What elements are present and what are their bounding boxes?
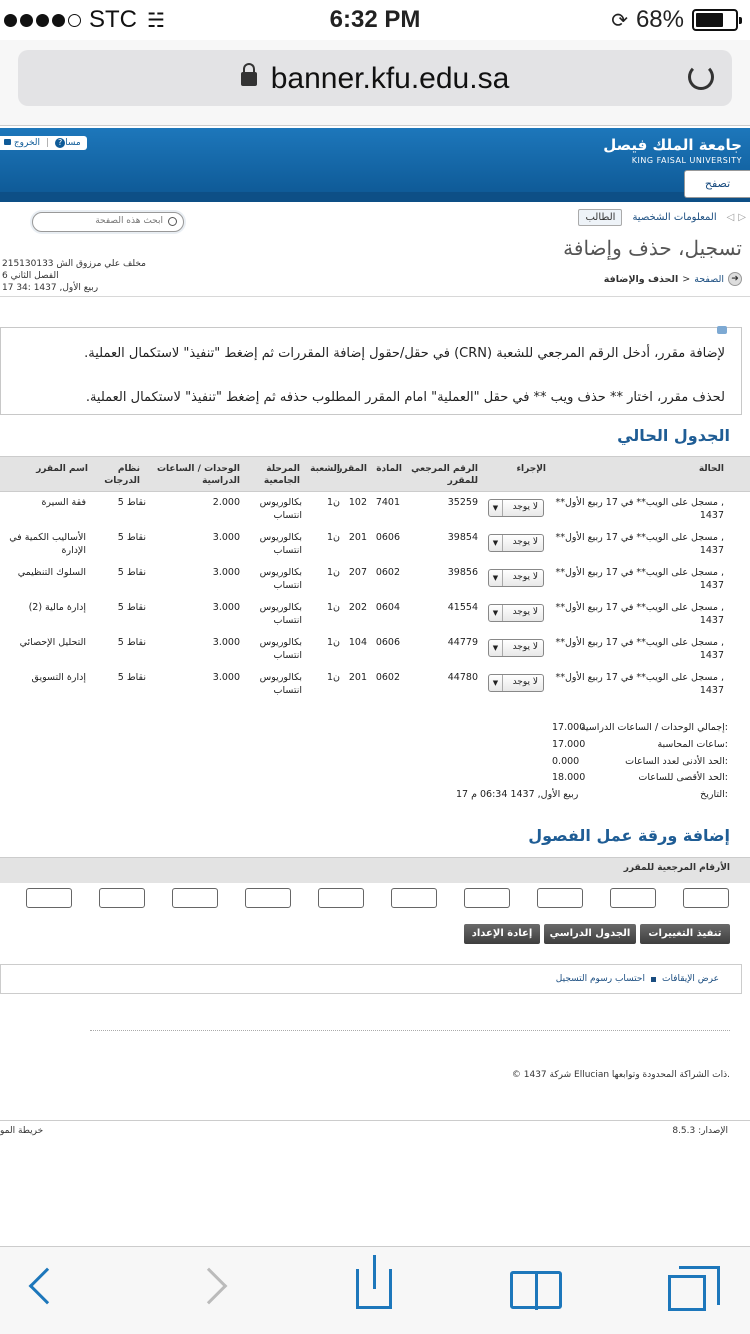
cell-level: بكالوريوس انتساب: [259, 672, 302, 696]
th-status: الحالة: [698, 464, 724, 474]
class-schedule-button[interactable]: الجدول الدراسي: [544, 924, 636, 944]
cell-crn: 44780: [447, 672, 478, 683]
action-select[interactable]: ▼ لا يوجد: [488, 569, 544, 587]
user-info: [2, 258, 146, 294]
chevron-down-icon: ▼: [489, 500, 503, 516]
cell-course: 207: [348, 567, 367, 578]
help-link[interactable]: ? مسا: [55, 138, 81, 148]
url-bar[interactable]: [18, 50, 732, 106]
summary-label: الحد الأدنى لعدد الساعات:: [625, 756, 728, 767]
university-logo-ar[interactable]: جامعة الملك فيصل: [603, 136, 742, 154]
cell-section: ن1: [326, 637, 340, 648]
cell-title: السلوك التنظيمي: [17, 567, 86, 578]
cell-crn: 39854: [447, 532, 478, 543]
summary-value: 0.000: [552, 756, 580, 767]
chevron-down-icon: ▼: [489, 675, 503, 691]
cell-credits: 3.000: [212, 532, 240, 543]
crn-input[interactable]: [26, 888, 72, 908]
cell-grade-mode: نقاط 5: [117, 532, 146, 543]
top-links: الخروج | ? مسا: [0, 136, 87, 150]
cell-subject: 0604: [375, 602, 400, 613]
th-credits: الوحدات / الساعات الدراسية: [156, 464, 240, 486]
user-term: الفصل الثاني 6: [2, 271, 59, 281]
cell-crn: 44779: [447, 637, 478, 648]
cell-credits: 3.000: [212, 567, 240, 578]
info-icon: [717, 326, 727, 334]
user-date: 17 ربيع الأول, 1437 :34: [2, 283, 99, 293]
submit-changes-button[interactable]: تنفيذ التغييرات: [640, 924, 730, 944]
status-bar: [0, 0, 750, 40]
info-box: [0, 327, 742, 415]
cell-status: **مسجل على الويب** في 17 ربيع الأول , 1437: [555, 637, 724, 661]
user-id-name: 215130133 مخلف علي مرزوق الش: [2, 259, 146, 269]
cell-subject: 7401: [375, 497, 400, 508]
th-section: الشعبة: [310, 464, 340, 474]
action-select[interactable]: ▼ لا يوجد: [488, 534, 544, 552]
logout-link[interactable]: الخروج: [2, 138, 40, 148]
crn-input[interactable]: [318, 888, 364, 908]
action-select[interactable]: ▼ لا يوجد: [488, 499, 544, 517]
cell-crn: 39856: [447, 567, 478, 578]
table-header: [0, 456, 750, 492]
chevron-down-icon: ▼: [489, 535, 503, 551]
cell-crn: 35259: [447, 497, 478, 508]
holds-link[interactable]: عرض الإيقافات: [661, 974, 719, 984]
cell-status: **مسجل على الويب** في 17 ربيع الأول , 1437: [555, 532, 724, 556]
cell-section: ن1: [326, 567, 340, 578]
cell-level: بكالوريوس انتساب: [259, 532, 302, 556]
cell-level: بكالوريوس انتساب: [259, 567, 302, 591]
tab-student[interactable]: الطالب: [578, 209, 622, 226]
search-input[interactable]: [41, 216, 163, 226]
cell-level: بكالوريوس انتساب: [259, 602, 302, 626]
cell-credits: 3.000: [212, 672, 240, 683]
worksheet-title: إضافة ورقة عمل الفصول: [528, 826, 730, 845]
cell-section: ن1: [326, 602, 340, 613]
links-box: [0, 964, 742, 994]
crn-input[interactable]: [464, 888, 510, 908]
cell-section: ن1: [326, 672, 340, 683]
cell-status: **مسجل على الويب** في 17 ربيع الأول , 1437: [555, 602, 724, 626]
summary-value: 17 ربيع الأول, 1437 06:34 م: [456, 789, 579, 800]
summary-label: الحد الأقصى للساعات:: [638, 772, 728, 783]
cell-status: **مسجل على الويب** في 17 ربيع الأول , 1437: [555, 497, 724, 521]
clock: 6:32 PM: [329, 6, 421, 33]
summary-label: التاريخ:: [700, 789, 728, 800]
cell-title: إدارة مالية (2): [28, 602, 86, 613]
copyright: © 1437 شركة Ellucian ذات الشراكة المحدودة وتوابعها.: [511, 1070, 730, 1080]
summary-value: 18.000: [552, 772, 586, 783]
summary-value: 17.000: [552, 722, 586, 733]
cell-course: 102: [348, 497, 367, 508]
info-drop: لحذف مقرر، اختار ** حذف ويب ** في حقل "العملية" امام المقرر المطلوب حذفه ثم إضغط "تنفيذ" لاستكمال العملية.: [85, 390, 725, 405]
th-crn: الرقم المرجعي للمقرر: [411, 464, 478, 486]
lock-icon: [4, 139, 11, 145]
browse-tab[interactable]: تصفح: [684, 170, 750, 198]
tab-scroll-left-icon[interactable]: ◁: [726, 211, 735, 223]
th-subject: المادة: [376, 464, 402, 474]
cell-grade-mode: نقاط 5: [117, 637, 146, 648]
worksheet-header: [0, 857, 750, 883]
version: الإصدار: 8.5.3: [672, 1126, 728, 1136]
divider: [0, 296, 750, 297]
cell-course: 104: [348, 637, 367, 648]
battery-percent: 68%: [635, 6, 684, 33]
summary-label: ساعات المحاسبة:: [657, 739, 728, 750]
help-icon: ?: [55, 138, 65, 148]
th-crn-inputs: الأرقام المرجعية للمقرر: [623, 863, 730, 873]
summary-value: 17.000: [552, 739, 586, 750]
reload-icon[interactable]: [688, 64, 714, 90]
crn-input[interactable]: [391, 888, 437, 908]
breadcrumb-separator: >: [682, 273, 691, 285]
arrow-right-icon: ➜: [728, 272, 742, 286]
current-schedule-title: الجدول الحالي: [617, 426, 730, 445]
cell-credits: 3.000: [212, 602, 240, 613]
action-select[interactable]: ▼ لا يوجد: [488, 639, 544, 657]
chevron-down-icon: ▼: [489, 605, 503, 621]
bookmarks-icon[interactable]: [510, 1271, 562, 1309]
cell-grade-mode: نقاط 5: [117, 672, 146, 683]
th-grade-mode: نظام الدرجات: [104, 464, 140, 486]
cell-subject: 0602: [375, 672, 400, 683]
browser-url-area: [0, 40, 750, 126]
cell-status: **مسجل على الويب** في 17 ربيع الأول , 1437: [555, 567, 724, 591]
th-action: الإجراء: [516, 464, 546, 474]
sitemap-link[interactable]: خريطة المو: [0, 1126, 44, 1136]
header-subbar: [0, 192, 750, 202]
breadcrumb-home[interactable]: الصفحة: [694, 273, 724, 285]
tab-scroll-right-icon[interactable]: ▷: [738, 211, 746, 223]
university-logo-en: KING FAISAL UNIVERSITY: [631, 156, 742, 165]
bullet-icon: [651, 977, 656, 982]
crn-input[interactable]: [99, 888, 145, 908]
cell-title: التحليل الإحصائي: [19, 637, 86, 648]
url-text: banner.kfu.edu.sa: [270, 62, 510, 95]
breadcrumb: [604, 272, 742, 286]
cell-level: بكالوريوس انتساب: [259, 637, 302, 661]
browser-toolbar: [0, 1246, 750, 1334]
cell-grade-mode: نقاط 5: [117, 567, 146, 578]
nav-tabs: [578, 206, 750, 228]
tab-personal-info[interactable]: المعلومات الشخصية: [632, 211, 717, 223]
cell-title: إدارة التسويق: [31, 672, 86, 683]
cell-grade-mode: نقاط 5: [117, 602, 146, 613]
back-icon[interactable]: [29, 1268, 66, 1305]
th-course: المقرر: [337, 464, 367, 474]
cell-level: بكالوريوس انتساب: [259, 497, 302, 521]
cell-subject: 0606: [375, 637, 400, 648]
cell-title: فقة السيرة: [41, 497, 86, 508]
cell-subject: 0606: [375, 532, 400, 543]
search-icon[interactable]: [168, 217, 177, 226]
cell-subject: 0602: [375, 567, 400, 578]
cell-credits: 3.000: [212, 637, 240, 648]
crn-input[interactable]: [245, 888, 291, 908]
cell-credits: 2.000: [212, 497, 240, 508]
breadcrumb-current: الحذف والإضافة: [603, 273, 679, 285]
cell-section: ن1: [326, 497, 340, 508]
share-icon[interactable]: [356, 1269, 392, 1309]
info-add: لإضافة مقرر، أدخل الرقم المرجعي للشعبة (CRN) في حقل/حقول إضافة المقررات ثم إضغط "تنفيذ" لاستكمال العملية.: [84, 346, 725, 361]
cell-course: 201: [348, 532, 367, 543]
site-header: [0, 128, 750, 192]
divider-dotted: [90, 1030, 730, 1031]
lock-icon: [241, 72, 257, 86]
page-title: تسجيل، حذف وإضافة: [563, 236, 742, 260]
summary-label: إجمالي الوحدات / الساعات الدراسية:: [580, 722, 728, 733]
battery-icon: [692, 9, 738, 31]
rotation-lock-icon: ⟳: [611, 9, 628, 32]
cell-course: 201: [348, 672, 367, 683]
crn-input[interactable]: [683, 888, 729, 908]
cell-title: الأساليب الكمية في الإدارة: [9, 532, 86, 556]
cell-grade-mode: نقاط 5: [117, 497, 146, 508]
footer-divider: [0, 1120, 750, 1121]
th-title: اسم المقرر: [36, 464, 88, 474]
crn-input[interactable]: [537, 888, 583, 908]
cell-course: 202: [348, 602, 367, 613]
forward-icon[interactable]: [191, 1268, 228, 1305]
carrier-name: STC: [89, 6, 137, 33]
fees-link[interactable]: احتساب رسوم التسجيل: [555, 974, 645, 984]
crn-input[interactable]: [610, 888, 656, 908]
tabs-icon[interactable]: [668, 1275, 706, 1311]
action-select[interactable]: ▼ لا يوجد: [488, 674, 544, 692]
cell-section: ن1: [326, 532, 340, 543]
chevron-down-icon: ▼: [489, 640, 503, 656]
cell-status: **مسجل على الويب** في 17 ربيع الأول , 1437: [555, 672, 724, 696]
action-select[interactable]: ▼ لا يوجد: [488, 604, 544, 622]
wifi-icon: ☵: [147, 9, 165, 32]
th-level: المرحلة الجامعية: [263, 464, 300, 486]
search-box: [32, 212, 184, 232]
crn-input[interactable]: [172, 888, 218, 908]
cell-crn: 41554: [447, 602, 478, 613]
reset-button[interactable]: إعادة الإعداد: [464, 924, 540, 944]
chevron-down-icon: ▼: [489, 570, 503, 586]
